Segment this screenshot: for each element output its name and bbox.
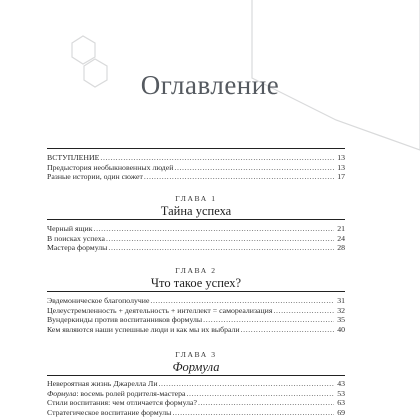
dot-leader <box>241 325 334 335</box>
toc-entry-page: 31 <box>337 296 345 305</box>
dot-leader <box>106 234 334 244</box>
toc-entry-title: Невероятная жизнь Джарелла Ли <box>47 379 158 388</box>
toc-entry[interactable] <box>47 389 345 399</box>
dot-leader <box>94 224 334 234</box>
toc-entry-title: В поисках успеха <box>47 233 105 243</box>
dot-leader <box>198 398 334 408</box>
chapter-label: ГЛАВА 2 <box>175 266 217 275</box>
chapter-title: Что такое успех? <box>150 276 242 290</box>
toc-entry-page: 69 <box>337 407 345 417</box>
page-title: Оглавление <box>140 70 280 100</box>
toc-entry[interactable] <box>47 234 345 244</box>
toc-entry-title: Стратегическое воспитание формулы <box>47 407 172 417</box>
toc-entry-page: 43 <box>337 379 345 388</box>
dot-leader <box>203 315 334 325</box>
chapter-2-section <box>47 291 345 334</box>
toc-entry-page: 17 <box>337 172 345 182</box>
toc-entry-page: 13 <box>337 153 345 162</box>
toc-entry-page: 40 <box>337 324 345 334</box>
toc-entry-page: 13 <box>337 162 345 172</box>
dot-leader <box>150 296 334 306</box>
toc-entry-title: Черный ящик <box>47 224 93 233</box>
toc-entry[interactable] <box>47 163 345 173</box>
toc-entry-title: Мастера формулы <box>47 243 108 253</box>
toc-entry-title-rest: : восемь ролей родителя-мастера <box>76 388 186 398</box>
toc-entry[interactable] <box>47 243 345 253</box>
toc-entry-page: 28 <box>337 243 345 253</box>
dot-leader <box>172 408 334 418</box>
toc-entry[interactable] <box>47 325 345 335</box>
toc-entry-title-italic: Формула <box>47 388 77 398</box>
toc-entry[interactable] <box>47 306 345 316</box>
chapter-label: ГЛАВА 3 <box>175 350 217 359</box>
chapter-1-section <box>47 219 345 253</box>
chapter-3-section <box>47 375 345 417</box>
toc-entry-title: Вундеркинды против воспитанников формулы <box>47 315 203 325</box>
chapter-title: Формула <box>172 360 220 374</box>
dot-leader <box>174 163 334 173</box>
toc-entry[interactable] <box>47 224 345 234</box>
toc-entry-title: Разные истории, один сюжет <box>47 172 143 182</box>
toc-entry-page: 35 <box>337 315 345 325</box>
toc-entry[interactable] <box>47 296 345 306</box>
dot-leader <box>144 172 334 182</box>
toc-entry[interactable] <box>47 172 345 182</box>
dot-leader <box>108 243 334 253</box>
toc-entry[interactable] <box>47 379 345 389</box>
toc-entry-page: 24 <box>337 233 345 243</box>
intro-section <box>47 148 345 182</box>
toc-entry[interactable] <box>47 315 345 325</box>
toc-entry-title <box>47 389 185 399</box>
dot-leader <box>186 389 334 399</box>
toc-entry-title: ВСТУПЛЕНИЕ <box>47 153 100 162</box>
dot-leader <box>273 306 334 316</box>
toc-entry-title: Целеустремленность + деятельность + интеллект = самореализация <box>47 305 273 315</box>
toc-entry-page: 53 <box>337 388 345 398</box>
chapter-title: Тайна успеха <box>160 204 232 218</box>
toc-entry-title: Кем являются наши успешные люди и как мы их выбрали <box>47 324 240 334</box>
toc-entry-title: Предыстория необыкновенных людей <box>47 162 174 172</box>
toc-entry[interactable] <box>47 398 345 408</box>
dot-leader <box>100 153 334 163</box>
toc-entry-title: Эвдемоническое благополучие <box>47 296 150 305</box>
toc-entry-page: 32 <box>337 305 345 315</box>
toc-entry[interactable] <box>47 153 345 163</box>
toc-entry-page: 21 <box>337 224 345 233</box>
dot-leader <box>159 379 335 389</box>
toc-entry[interactable] <box>47 408 345 418</box>
toc-entry-title: Стили воспитания: чем отличается формула? <box>47 398 197 408</box>
chapter-label: ГЛАВА 1 <box>175 194 217 203</box>
toc-entry-page: 63 <box>337 398 345 408</box>
